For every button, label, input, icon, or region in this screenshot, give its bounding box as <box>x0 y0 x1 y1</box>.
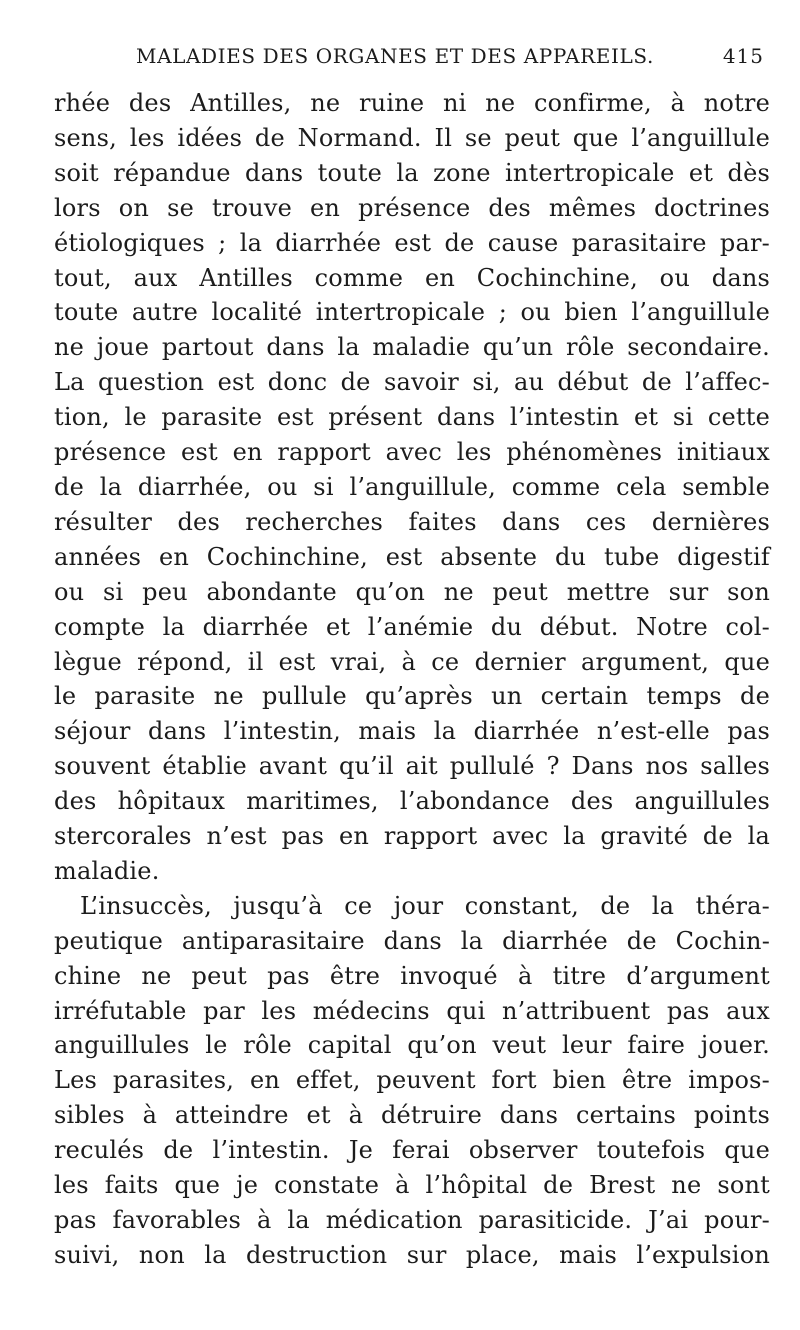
text-line: le parasite ne pullule qu’après un certain temps de <box>54 682 770 711</box>
text-line: stercorales n’est pas en rapport avec la gravité de la <box>54 822 770 851</box>
paragraph-2 <box>54 889 770 1273</box>
paragraph-1 <box>54 86 770 889</box>
text-line: suivi, non la destruction sur place, mais l’expulsion <box>54 1240 770 1269</box>
running-head <box>54 30 770 86</box>
text-line: lègue répond, il est vrai, à ce dernier argument, que <box>54 647 770 676</box>
body-text <box>54 86 770 1273</box>
text-line: étiologiques ; la diarrhée est de cause parasitaire par- <box>54 228 770 257</box>
text-line: séjour dans l’intestin, mais la diarrhée n’est-elle pas <box>54 717 770 746</box>
text-line: années en Cochinchine, est absente du tube digestif <box>54 542 770 571</box>
text-line: de la diarrhée, ou si l’anguillule, comme cela semble <box>54 472 770 501</box>
text-line: tout, aux Antilles comme en Cochinchine, ou dans <box>54 263 770 292</box>
text-line: résulter des recherches faites dans ces dernières <box>54 507 770 536</box>
text-line: L’insuccès, jusqu’à ce jour constant, de la théra- <box>80 891 770 920</box>
text-line: compte la diarrhée et l’anémie du début. Notre col- <box>54 612 770 641</box>
text-line: ne joue partout dans la maladie qu’un rôle secondaire. <box>54 333 770 362</box>
text-line: rhée des Antilles, ne ruine ni ne confirme, à notre <box>54 89 770 117</box>
text-line: maladie. <box>54 856 160 885</box>
text-line: tion, le parasite est présent dans l’intestin et si cette <box>54 403 770 432</box>
text-line: Les parasites, en effet, peuvent fort bien être impos- <box>54 1066 770 1095</box>
text-line: anguillules le rôle capital qu’on veut leur faire jouer. <box>54 1031 770 1060</box>
text-line: lors on se trouve en présence des mêmes doctrines <box>54 193 770 222</box>
text-line: La question est donc de savoir si, au début de l’affec- <box>54 368 770 397</box>
text-line: des hôpitaux maritimes, l’abondance des anguillules <box>54 787 770 816</box>
text-line: sens, les idées de Normand. Il se peut que l’anguillule <box>54 123 770 152</box>
text-line: les faits que je constate à l’hôpital de Brest ne sont <box>54 1171 770 1200</box>
text-line: pas favorables à la médication parasiticide. J’ai pour- <box>54 1206 770 1234</box>
text-line: peutique antiparasitaire dans la diarrhée de Cochin- <box>54 926 770 955</box>
text-line: souvent établie avant qu’il ait pullulé ? Dans nos salles <box>54 752 770 781</box>
text-line: soit répandue dans toute la zone intertropicale et dès <box>54 158 770 187</box>
text-line: ou si peu abondante qu’on ne peut mettre sur son <box>54 577 770 606</box>
text-line: toute autre localité intertropicale ; ou bien l’anguillule <box>54 298 770 327</box>
text-line: sibles à atteindre et à détruire dans certains points <box>54 1101 770 1130</box>
text-line: présence est en rapport avec les phénomènes initiaux <box>54 438 770 467</box>
text-line: reculés de l’intestin. Je ferai observer toutefois que <box>54 1136 770 1165</box>
text-line: irréfutable par les médecins qui n’attribuent pas aux <box>54 996 770 1025</box>
text-line: chine ne peut pas être invoqué à titre d’argument <box>54 961 770 990</box>
page-number: 415 <box>722 44 764 68</box>
running-title: MALADIES DES ORGANES ET DES APPAREILS. <box>136 44 654 68</box>
book-page <box>54 30 770 1310</box>
